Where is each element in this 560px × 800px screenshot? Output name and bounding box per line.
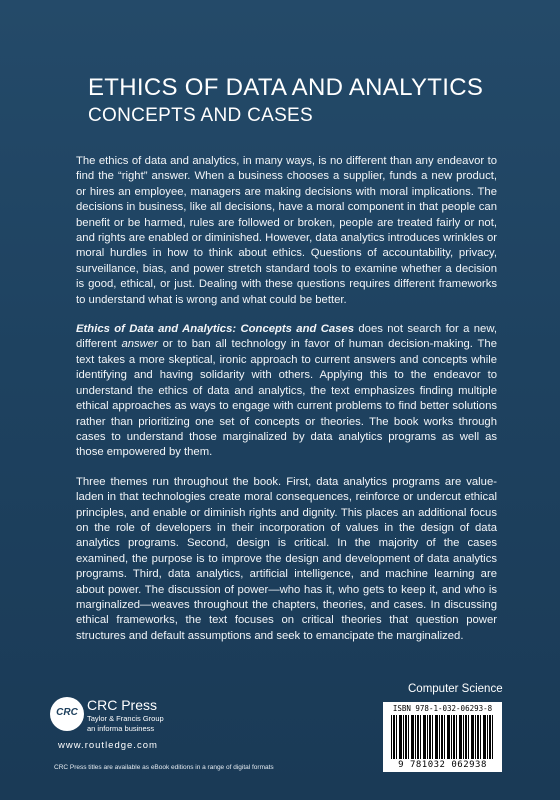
- barcode-bars: [391, 715, 495, 759]
- publisher-name: CRC Press: [87, 697, 158, 713]
- publisher-tagline: an informa business: [87, 724, 155, 733]
- publisher-url: www.routledge.com: [58, 740, 158, 751]
- barcode-number: 9 781032 062938: [398, 760, 487, 770]
- publisher-group: Taylor & Francis Group: [87, 714, 164, 723]
- crc-logo-icon: CRC: [50, 697, 84, 731]
- ebook-note: CRC Press titles are available as eBook editions in a range of digital formats: [54, 764, 274, 771]
- blurb-paragraph-1: The ethics of data and analytics, in many ways, is no different than any endeavor to find the “right” answer. When a business chooses a supplier, funds a new product, or hires an employee, managers are making decisions with moral implications. The decisions in business, like all decisions, have a moral component in that people can benefit or be harmed, rules are followed or broken, people are treated fairly or not, and rights are enabled or diminished. However, data analytics introduces wrinkles or moral hurdles in how to think about ethics. Questions of accountability, privacy, surveillance, bias, and power stretch standard tools to examine whether a decision is good, ethical, or just. Dealing with these questions requires different frameworks to understand what is wrong and what could be better.: [76, 155, 497, 306]
- blurb: [76, 154, 497, 658]
- blurb-paragraph-2: Ethics of Data and Analytics: Concepts and Cases does not search for a new, different answer or to ban all technology in favor of human decision-making. The text takes a more skeptical, ironic approach to current answers and concepts while identifying and having solidarity with others. Applying this to the endeavor to understand the ethics of data and analytics, the text emphasizes finding multiple ethical approaches as ways to engage with current problems to find better solutions rather than prioritizing one set of concepts or theories. The book works through cases to understand those marginalized by data analytics programs as well as those empowered by them.: [76, 323, 497, 459]
- publisher-logo: [50, 697, 210, 737]
- book-title: ETHICS OF DATA AND ANALYTICS: [88, 74, 484, 101]
- isbn-barcode: [383, 702, 502, 772]
- subject-category: Computer Science: [408, 683, 503, 695]
- book-subtitle: CONCEPTS AND CASES: [88, 105, 314, 126]
- book-title-inline: Ethics of Data and Analytics: Concepts and Cases: [76, 323, 355, 336]
- isbn-label: ISBN 978-1-032-06293-8: [392, 704, 493, 713]
- blurb-paragraph-3: Three themes run throughout the book. First, data analytics programs are value-laden in that technologies create moral consequences, reinforce or undercut ethical principles, and enable or diminish rights and dignity. This places an additional focus on the role of developers in their incorporation of values in the design of data analytics programs. Second, design is critical. In the majority of the cases examined, the purpose is to improve the design and development of data analytics programs. Third, data analytics, artificial intelligence, and machine learning are about power. The discussion of power—who has it, who gets to keep it, and who is marginalized—weaves throughout the chapters, theories, and cases. In discussing ethical frameworks, the text focuses on critical theories that question power structures and default assumptions and seek to emancipate the marginalized.: [76, 475, 497, 642]
